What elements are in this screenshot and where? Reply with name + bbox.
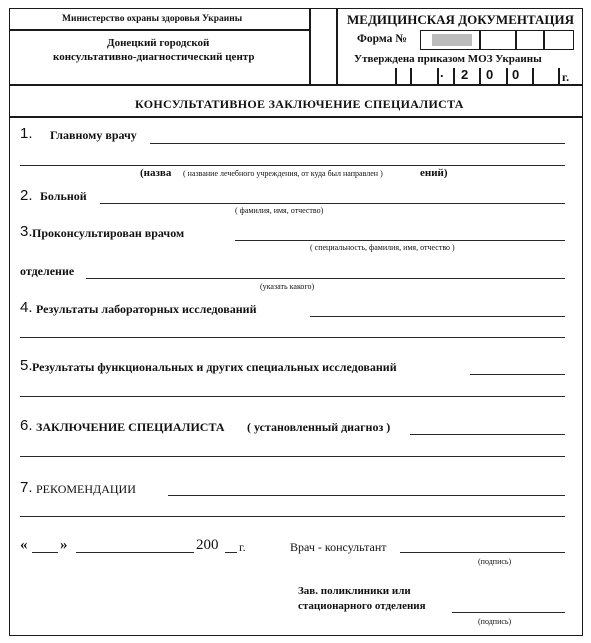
field-5-line-2[interactable] (20, 396, 565, 397)
field-2-number: 2. (20, 187, 33, 204)
form-number-scan-blot (432, 34, 472, 46)
field-1-hint-left: (назва (140, 167, 172, 179)
field-6-line[interactable] (410, 434, 565, 435)
date-day-line[interactable] (32, 552, 58, 553)
head-signature-hint: (подпись) (478, 617, 512, 626)
form-number-cell-3[interactable] (516, 30, 544, 50)
date-month-line[interactable] (76, 552, 194, 553)
date-quote-open: « (20, 537, 28, 553)
field-4-line[interactable] (310, 316, 565, 317)
date-tick-7 (532, 68, 534, 84)
field-4-number: 4. (20, 299, 33, 316)
field-3-number: 3. (20, 223, 33, 240)
date-digit-3: 0 (512, 67, 520, 82)
field-4-label: Результаты лабораторных исследований (36, 302, 257, 316)
field-1-label: Главному врачу (50, 128, 137, 142)
date-tick-4 (453, 68, 455, 84)
date-tick-6 (506, 68, 508, 84)
consultant-label: Врач - консультант (290, 540, 387, 554)
field-6-line-2[interactable] (20, 456, 565, 457)
department-line[interactable] (86, 278, 565, 279)
field-6-label: ЗАКЛЮЧЕНИЕ СПЕЦИАЛИСТА (36, 420, 225, 434)
field-7-number: 7. (20, 479, 33, 496)
field-1-number: 1. (20, 125, 33, 142)
date-tick-3 (437, 68, 439, 84)
field-7-line[interactable] (168, 495, 565, 496)
date-year: 200 (196, 537, 219, 553)
field-3-line[interactable] (235, 240, 565, 241)
department-hint: (указать какого) (260, 282, 315, 291)
field-1-line[interactable] (150, 143, 565, 144)
date-year-line[interactable] (225, 552, 237, 553)
form-number-cell-2[interactable] (480, 30, 516, 50)
field-2-line[interactable] (100, 203, 565, 204)
field-3-hint: ( специальность, фамилия, имя, отчество ) (310, 243, 455, 252)
header-divider (9, 84, 583, 86)
org-name-line1: Донецкий городской (107, 37, 210, 49)
head-label-line2: стационарного отделения (298, 600, 426, 612)
field-6-extra: ( установленный диагноз ) (247, 420, 391, 434)
header-vertical-divider-1 (309, 8, 311, 85)
org-name-line2: консультативно-диагностический центр (53, 51, 255, 63)
ministry-name: Министерство охраны здоровья Украины (62, 14, 243, 24)
date-tick-1 (395, 68, 397, 84)
field-1-hint: ( название лечебного учреждения, от куда был направлен ) (183, 169, 383, 178)
field-2-label: Больной (40, 189, 87, 203)
document-title: КОНСУЛЬТАТИВНОЕ ЗАКЛЮЧЕНИЕ СПЕЦИАЛИСТА (135, 97, 464, 111)
header-vertical-divider-2 (336, 8, 338, 85)
field-6-number: 6. (20, 417, 33, 434)
ministry-divider (9, 29, 309, 31)
field-5-line[interactable] (470, 374, 565, 375)
date-tick-8 (558, 68, 560, 84)
form-number-cell-4[interactable] (544, 30, 574, 50)
date-year-suffix-footer: г. (239, 540, 246, 554)
consultant-signature-hint: (подпись) (478, 557, 512, 566)
field-7-label: РЕКОМЕНДАЦИИ (36, 482, 136, 496)
department-label: отделение (20, 264, 75, 278)
date-digit-1: 2 (461, 67, 469, 82)
field-1-line-2[interactable] (20, 165, 565, 166)
field-7-line-2[interactable] (20, 516, 565, 517)
field-2-hint: ( фамилия, имя, отчество) (235, 206, 324, 215)
date-dot: . (440, 65, 444, 80)
date-digit-2: 0 (486, 67, 494, 82)
date-quote-close: » (60, 537, 68, 553)
head-signature-line[interactable] (452, 612, 565, 613)
date-tick-2 (410, 68, 412, 84)
head-label-line1: Зав. поликлиники или (298, 585, 411, 597)
date-year-suffix: г. (562, 70, 570, 84)
field-5-number: 5. (20, 357, 33, 374)
field-4-line-2[interactable] (20, 337, 565, 338)
field-5-label: Результаты функциональных и других специальных исследований (32, 360, 397, 374)
form-number-label: Форма № (357, 33, 407, 45)
field-3-label: Проконсультирован врачом (32, 226, 185, 240)
consultant-signature-line[interactable] (400, 552, 565, 553)
title-divider (9, 116, 583, 118)
date-tick-5 (479, 68, 481, 84)
doc-type: МЕДИЦИНСКАЯ ДОКУМЕНТАЦИЯ (347, 12, 575, 27)
field-1-hint-right: ений) (420, 167, 448, 179)
approved-by: Утверждена приказом МОЗ Украины (354, 53, 542, 65)
